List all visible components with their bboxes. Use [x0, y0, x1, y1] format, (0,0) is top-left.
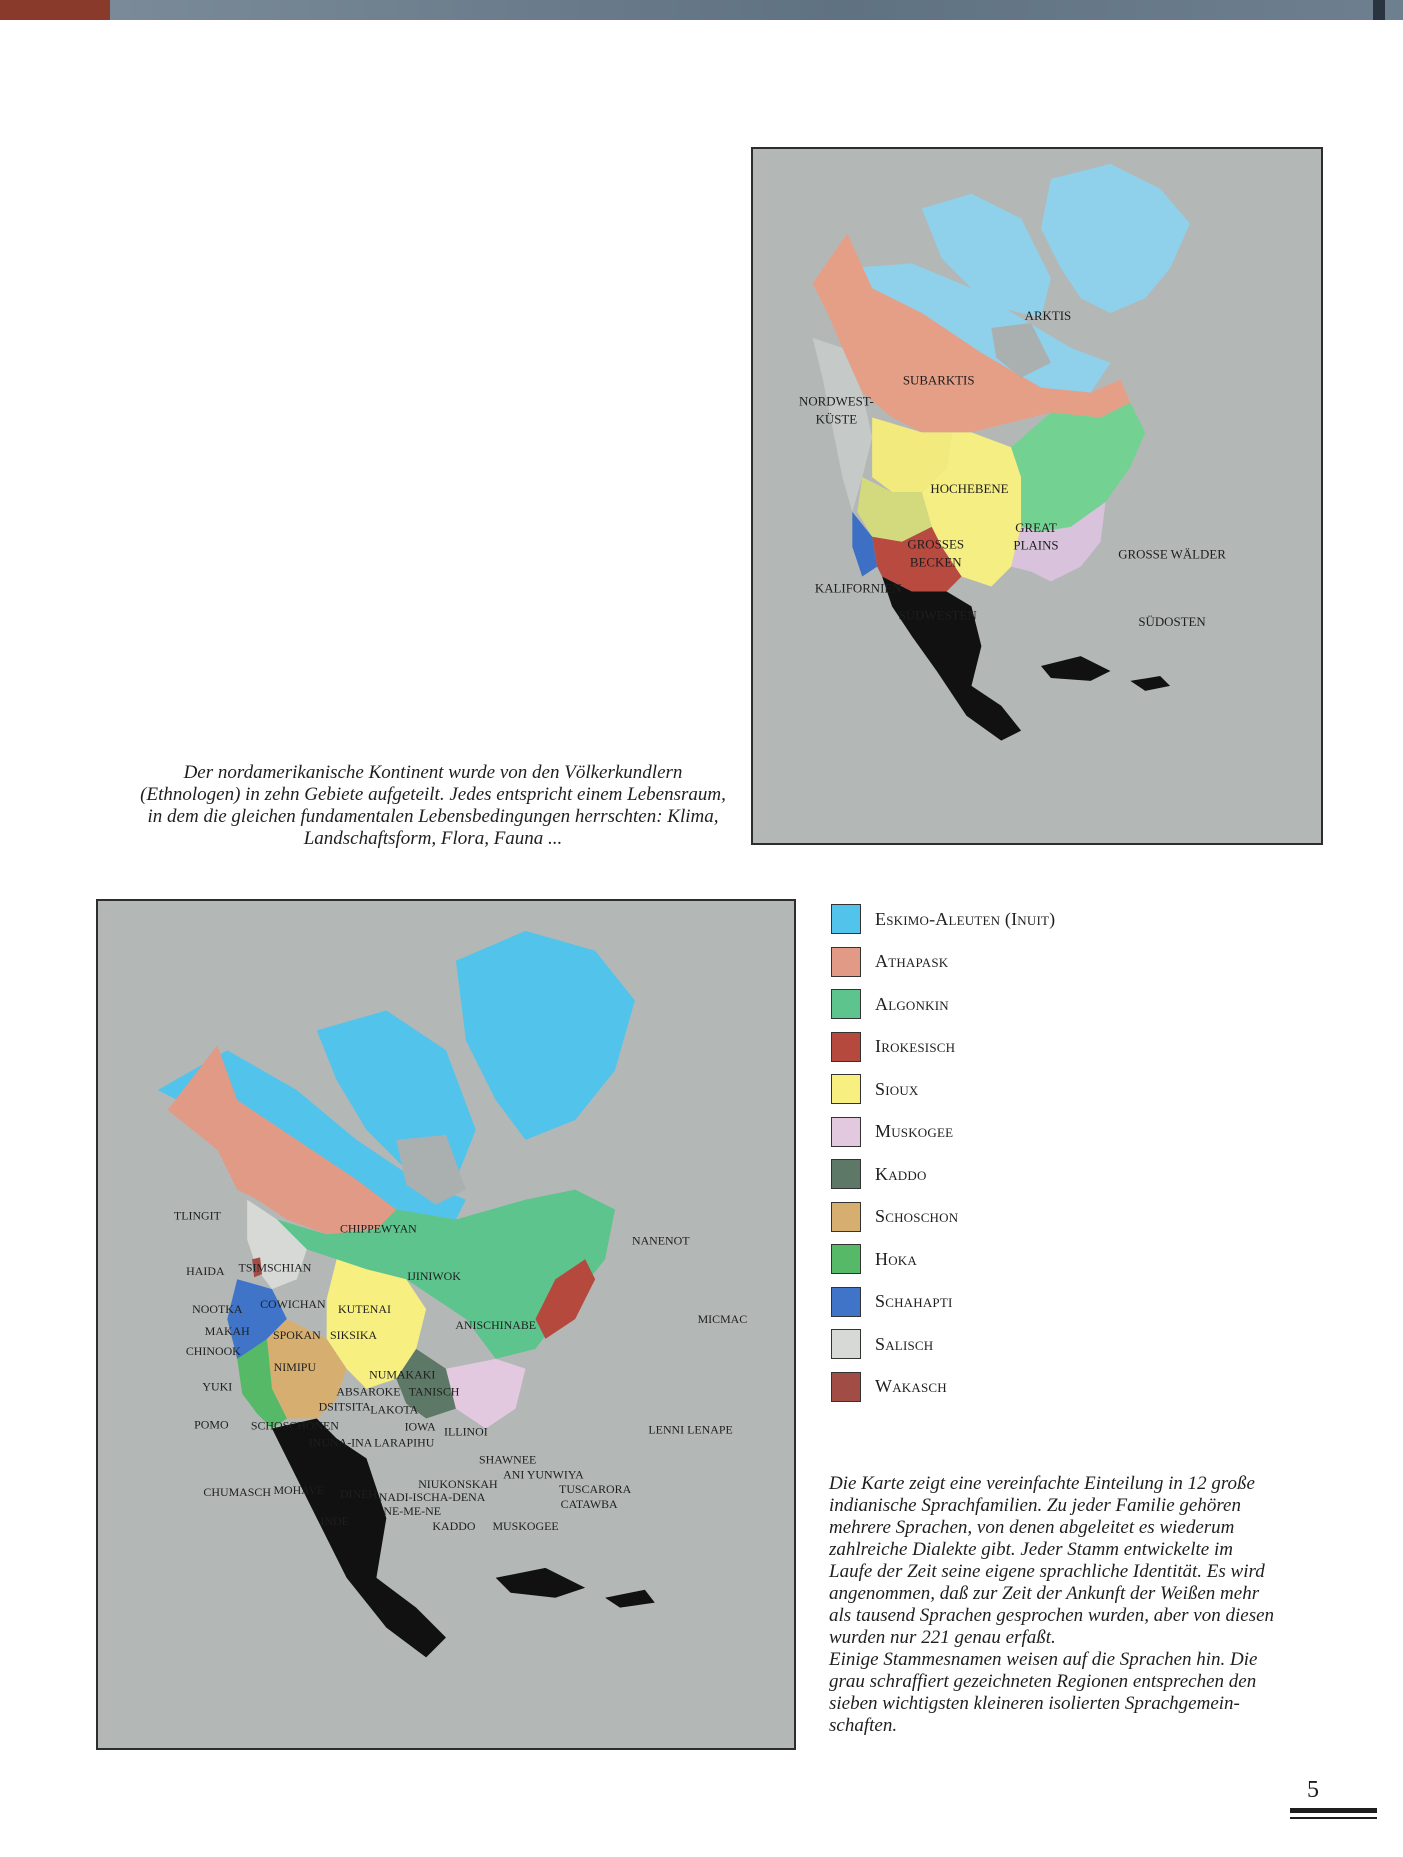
map2-label-micmac: MICMAC [697, 1312, 748, 1327]
map2-label-lenni-lenape: LENNI LENAPE [648, 1422, 733, 1437]
map2-label-kutenai: KUTENAI [337, 1302, 391, 1317]
legend-label: Schahapti [875, 1291, 953, 1312]
map2-label-nadi-ischa-dena: NADI-ISCHA-DENA [378, 1490, 486, 1505]
language-families-map-svg [98, 901, 794, 1748]
map2-label-tanisch: TANISCH [408, 1384, 460, 1399]
legend-swatch [831, 1329, 861, 1359]
map1-label-subarktis: SUBARKTIS [902, 372, 975, 388]
legend-swatch [831, 1117, 861, 1147]
language-families-map [96, 899, 796, 1750]
map2-label-pomo: POMO [194, 1417, 229, 1432]
map2-label-muskogee: MUSKOGEE [492, 1519, 559, 1534]
map2-greenland [456, 931, 635, 1140]
caption2-line: mehrere Sprachen, von denen abgeleitet es wiederum [829, 1517, 1235, 1538]
caption2-line: wurden nur 221 genau erfaßt. [829, 1627, 1056, 1648]
legend-item-wakasch [831, 1366, 1171, 1409]
map2-label-tuscarora: TUSCARORA [559, 1482, 632, 1497]
map2-label-chinook: CHINOOK [185, 1343, 241, 1358]
map1-label-kueste: KÜSTE [815, 411, 858, 427]
map1-mexico [882, 577, 1021, 741]
language-legend [831, 898, 1171, 1408]
legend-label: Sioux [875, 1078, 919, 1099]
map1-caribbean [1041, 656, 1111, 681]
map2-label-iowa: IOWA [404, 1419, 436, 1434]
map2-label-lakota: LAKOTA [370, 1402, 419, 1417]
map2-label-shawnee: SHAWNEE [478, 1452, 537, 1467]
map2-label-nimipu: NIMIPU [273, 1359, 317, 1374]
map2-caribbean-2 [605, 1590, 655, 1608]
legend-swatch [831, 904, 861, 934]
caption2-line: sieben wichtigsten kleineren isolierten Sprachgemein- [829, 1693, 1240, 1714]
map2-label-catawba: CATAWBA [560, 1497, 618, 1512]
map2-label-siksika: SIKSIKA [330, 1327, 378, 1342]
map2-label-inuna-ina: INUNA-INA [308, 1435, 373, 1450]
legend-swatch [831, 1372, 861, 1402]
map2-label-larapihu: LARAPIHU [374, 1435, 435, 1450]
map2-label-ne-me-ne: NE-ME-NE [383, 1504, 441, 1519]
map1-label-suedosten: SÜDOSTEN [1138, 614, 1206, 630]
map2-label-chumasch: CHUMASCH [203, 1485, 271, 1500]
map1-caribbean-2 [1130, 676, 1170, 691]
culture-areas-map [751, 147, 1323, 845]
legend-item-sioux [831, 1068, 1171, 1111]
caption2-line: als tausend Sprachen gesprochen wurden, aber von diesen [829, 1605, 1275, 1626]
legend-item-eskimo-aleuten [831, 898, 1171, 941]
page-number: 5 [1307, 1777, 1319, 1803]
map1-region-arktis-greenland [1041, 164, 1190, 313]
map1-caption: Der nordamerikanische Kontinent wurde von den Völkerkundlern (Ethnologen) in zehn Gebiete aufgeteilt. Jedes entspricht einem Lebensraum, in dem die gleichen fundamentalen Lebensbedingungen herrschten: Klima, Landschaftsform, Flora, Fauna ... [140, 762, 726, 849]
map2-caption [829, 1473, 1284, 1737]
caption2-line: indianische Sprachfamilien. Zu jeder Familie gehören [829, 1495, 1241, 1516]
map2-label-dsitsita: DSITSITA [318, 1399, 371, 1414]
caption2-line: Einige Stammesnamen weisen auf die Sprachen hin. Die [829, 1649, 1258, 1670]
map1-label-grosse-waelder: GROSSE WÄLDER [1118, 546, 1226, 562]
legend-item-muskogee [831, 1111, 1171, 1154]
caption2-line: angenommen, daß zur Zeit der Ankunft der Weißen mehr [829, 1583, 1260, 1604]
map2-label-chippewyan: CHIPPEWYAN [339, 1221, 417, 1236]
legend-item-schoschon [831, 1196, 1171, 1239]
legend-item-algonkin [831, 983, 1171, 1026]
caption2-line: schaften. [829, 1715, 898, 1736]
map1-label-suedwesten: SÜDWESTEN [898, 607, 977, 623]
caption2-line: zahlreiche Dialekte gibt. Jeder Stamm entwickelte im [829, 1539, 1233, 1560]
legend-swatch [831, 1244, 861, 1274]
legend-label: Algonkin [875, 993, 949, 1014]
map2-label-kaddo: KADDO [432, 1519, 476, 1534]
map1-label-great: GREAT [1015, 519, 1057, 535]
page-number-rule [1290, 1808, 1377, 1813]
legend-item-athapask [831, 941, 1171, 984]
page-number-rule-thin [1290, 1817, 1377, 1819]
map1-label-hochebene: HOCHEBENE [930, 481, 1009, 497]
legend-label: Eskimo-Aleuten (Inuit) [875, 908, 1056, 929]
map1-label-arktis: ARKTIS [1024, 308, 1072, 324]
legend-swatch [831, 1032, 861, 1062]
map1-label-plains: PLAINS [1013, 537, 1059, 553]
map2-mexico [272, 1419, 446, 1658]
legend-label: Schoschon [875, 1206, 959, 1227]
legend-swatch [831, 1202, 861, 1232]
map2-label-dineh: DINEH [339, 1487, 378, 1502]
map2-label-nootka: NOOTKA [192, 1302, 243, 1317]
legend-item-salisch [831, 1323, 1171, 1366]
map1-label-becken: BECKEN [909, 554, 962, 570]
map2-label-tlingit: TLINGIT [173, 1208, 221, 1223]
map1-label-kalifornien: KALIFORNIEN [814, 580, 902, 596]
legend-swatch [831, 947, 861, 977]
map2-label-cowichan: COWICHAN [260, 1297, 326, 1312]
legend-swatch [831, 1159, 861, 1189]
legend-item-kaddo [831, 1153, 1171, 1196]
caption2-line: Die Karte zeigt eine vereinfachte Einteilung in 12 große [829, 1473, 1255, 1494]
map2-label-tsimschian: TSIMSCHIAN [238, 1260, 312, 1275]
map1-label-grosses: GROSSES [907, 536, 965, 552]
legend-item-hoka [831, 1238, 1171, 1281]
legend-swatch [831, 989, 861, 1019]
legend-label: Salisch [875, 1333, 934, 1354]
map2-label-ijiniwok: IJINIWOK [407, 1269, 461, 1284]
legend-label: Irokesisch [875, 1036, 956, 1057]
legend-label: Wakasch [875, 1376, 947, 1397]
map2-label-mohave: MOHAVE [273, 1483, 325, 1498]
page-top-bar [0, 0, 1403, 20]
map2-label-numakaki: NUMAKAKI [369, 1367, 436, 1382]
map2-label-anischinabe: ANISCHINABE [455, 1317, 537, 1332]
map2-label-ani-yunwiya: ANI YUNWIYA [503, 1467, 584, 1482]
legend-swatch [831, 1074, 861, 1104]
map2-label-absaroke: ABSAROKE [336, 1384, 401, 1399]
caption2-line: grau schraffiert gezeichneten Regionen entsprechen den [829, 1671, 1257, 1692]
legend-item-schahapti [831, 1281, 1171, 1324]
legend-label: Muskogee [875, 1121, 954, 1142]
map2-label-yuki: YUKI [202, 1379, 233, 1394]
map2-caribbean [496, 1568, 585, 1598]
map2-label-inde: INDE [320, 1514, 349, 1529]
legend-swatch [831, 1287, 861, 1317]
map2-label-spokan: SPOKAN [273, 1327, 321, 1342]
map2-label-illinoi: ILLINOI [444, 1424, 488, 1439]
legend-item-irokesisch [831, 1026, 1171, 1069]
map2-label-niukonskah: NIUKONSKAH [418, 1477, 498, 1492]
map2-label-makah: MAKAH [204, 1323, 250, 1338]
map1-label-nordwest: NORDWEST- [799, 393, 874, 409]
caption2-line: Laufe der Zeit seine eigene sprachliche Identität. Es wird [829, 1561, 1265, 1582]
map2-label-nanenot: NANENOT [631, 1233, 690, 1248]
culture-areas-map-svg [753, 149, 1321, 843]
map2-label-schoschonen: SCHOSCHONEN [250, 1418, 339, 1433]
map2-label-haida: HAIDA [186, 1264, 225, 1279]
legend-label: Hoka [875, 1248, 917, 1269]
legend-label: Kaddo [875, 1163, 927, 1184]
legend-label: Athapask [875, 951, 949, 972]
map1-region-grosse-waelder [1011, 403, 1145, 532]
